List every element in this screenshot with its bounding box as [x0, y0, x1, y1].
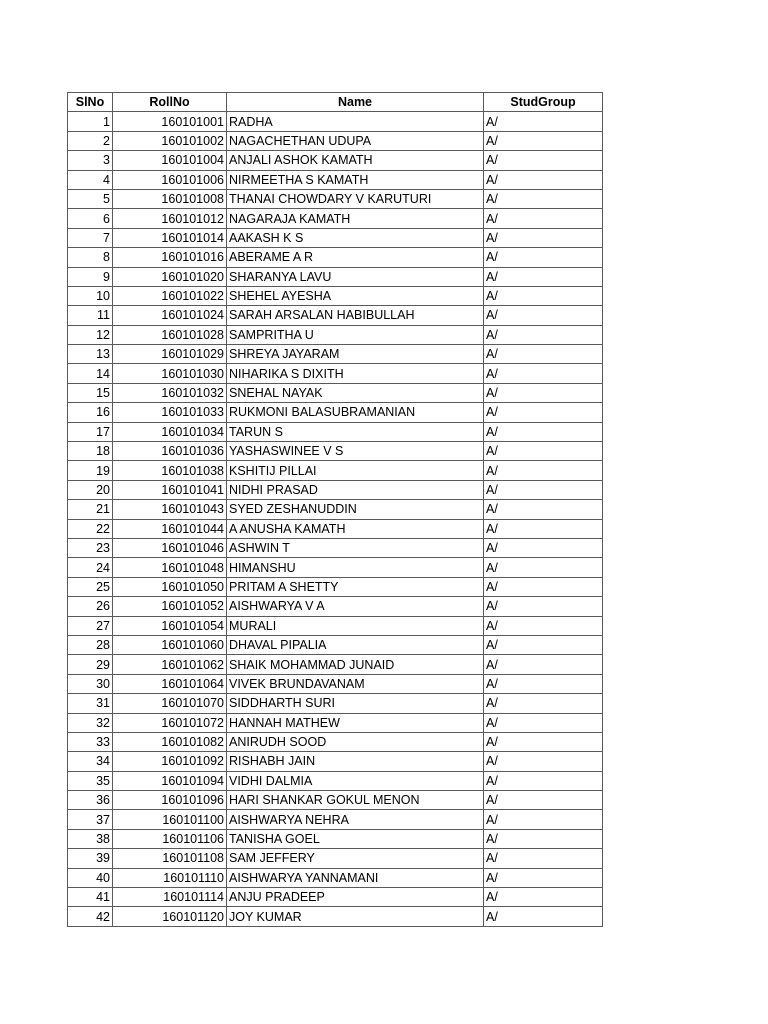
name-cell: TANISHA GOEL	[227, 829, 484, 848]
studgroup-cell: A/	[484, 228, 603, 247]
slno-cell: 1	[68, 112, 113, 131]
slno-cell: 8	[68, 248, 113, 267]
rollno-cell: 160101014	[113, 228, 227, 247]
table-row	[68, 771, 603, 790]
rollno-cell: 160101048	[113, 558, 227, 577]
name-cell: ABERAME A R	[227, 248, 484, 267]
studgroup-cell: A/	[484, 752, 603, 771]
rollno-cell: 160101001	[113, 112, 227, 131]
name-cell: HARI SHANKAR GOKUL MENON	[227, 791, 484, 810]
rollno-cell: 160101033	[113, 403, 227, 422]
slno-cell: 26	[68, 597, 113, 616]
rollno-cell: 160101016	[113, 248, 227, 267]
table-row	[68, 674, 603, 693]
rollno-cell: 160101072	[113, 713, 227, 732]
name-cell: DHAVAL PIPALIA	[227, 635, 484, 654]
name-cell: VIVEK BRUNDAVANAM	[227, 674, 484, 693]
table-row	[68, 829, 603, 848]
name-cell: SHARANYA LAVU	[227, 267, 484, 286]
slno-cell: 30	[68, 674, 113, 693]
slno-cell: 19	[68, 461, 113, 480]
rollno-cell: 160101082	[113, 732, 227, 751]
rollno-cell: 160101030	[113, 364, 227, 383]
rollno-cell: 160101022	[113, 286, 227, 305]
slno-cell: 13	[68, 345, 113, 364]
table-row	[68, 597, 603, 616]
rollno-cell: 160101050	[113, 577, 227, 596]
table-row	[68, 267, 603, 286]
table-row	[68, 325, 603, 344]
studgroup-cell: A/	[484, 519, 603, 538]
table-row	[68, 519, 603, 538]
studgroup-cell: A/	[484, 189, 603, 208]
table-row	[68, 228, 603, 247]
rollno-cell: 160101020	[113, 267, 227, 286]
slno-cell: 15	[68, 383, 113, 402]
name-cell: MURALI	[227, 616, 484, 635]
table-row	[68, 868, 603, 887]
studgroup-cell: A/	[484, 325, 603, 344]
name-cell: YASHASWINEE V S	[227, 442, 484, 461]
slno-cell: 18	[68, 442, 113, 461]
studgroup-cell: A/	[484, 907, 603, 926]
student-table	[67, 92, 603, 927]
rollno-cell: 160101106	[113, 829, 227, 848]
table-row	[68, 655, 603, 674]
slno-cell: 17	[68, 422, 113, 441]
name-cell: JOY KUMAR	[227, 907, 484, 926]
slno-cell: 41	[68, 888, 113, 907]
table-row	[68, 131, 603, 150]
name-cell: AISHWARYA V A	[227, 597, 484, 616]
studgroup-cell: A/	[484, 713, 603, 732]
table-row	[68, 538, 603, 557]
slno-cell: 35	[68, 771, 113, 790]
table-row	[68, 480, 603, 499]
name-cell: A ANUSHA KAMATH	[227, 519, 484, 538]
studgroup-cell: A/	[484, 635, 603, 654]
rollno-cell: 160101034	[113, 422, 227, 441]
name-cell: VIDHI DALMIA	[227, 771, 484, 790]
rollno-cell: 160101043	[113, 500, 227, 519]
name-cell: SAM JEFFERY	[227, 849, 484, 868]
name-cell: KSHITIJ PILLAI	[227, 461, 484, 480]
rollno-cell: 160101041	[113, 480, 227, 499]
studgroup-cell: A/	[484, 849, 603, 868]
name-cell: NIHARIKA S DIXITH	[227, 364, 484, 383]
slno-cell: 4	[68, 170, 113, 189]
table-row	[68, 616, 603, 635]
name-cell: HANNAH MATHEW	[227, 713, 484, 732]
slno-cell: 24	[68, 558, 113, 577]
slno-cell: 38	[68, 829, 113, 848]
rollno-cell: 160101006	[113, 170, 227, 189]
table-row	[68, 345, 603, 364]
slno-cell: 12	[68, 325, 113, 344]
table-row	[68, 907, 603, 926]
table-row	[68, 461, 603, 480]
slno-cell: 7	[68, 228, 113, 247]
table-row	[68, 849, 603, 868]
table-row	[68, 151, 603, 170]
name-cell: ASHWIN T	[227, 538, 484, 557]
rollno-cell: 160101004	[113, 151, 227, 170]
table-row	[68, 383, 603, 402]
slno-cell: 23	[68, 538, 113, 557]
slno-cell: 32	[68, 713, 113, 732]
slno-cell: 14	[68, 364, 113, 383]
header-slno: SlNo	[68, 93, 113, 112]
slno-cell: 39	[68, 849, 113, 868]
rollno-cell: 160101100	[113, 810, 227, 829]
header-row	[68, 93, 603, 112]
name-cell: NAGARAJA KAMATH	[227, 209, 484, 228]
slno-cell: 33	[68, 732, 113, 751]
rollno-cell: 160101108	[113, 849, 227, 868]
name-cell: SAMPRITHA U	[227, 325, 484, 344]
studgroup-cell: A/	[484, 868, 603, 887]
table-row	[68, 306, 603, 325]
studgroup-cell: A/	[484, 383, 603, 402]
slno-cell: 31	[68, 694, 113, 713]
rollno-cell: 160101028	[113, 325, 227, 344]
rollno-cell: 160101052	[113, 597, 227, 616]
table-row	[68, 888, 603, 907]
table-row	[68, 558, 603, 577]
studgroup-cell: A/	[484, 732, 603, 751]
table-row	[68, 752, 603, 771]
table-row	[68, 209, 603, 228]
studgroup-cell: A/	[484, 267, 603, 286]
table-row	[68, 635, 603, 654]
rollno-cell: 160101064	[113, 674, 227, 693]
name-cell: NAGACHETHAN UDUPA	[227, 131, 484, 150]
studgroup-cell: A/	[484, 577, 603, 596]
rollno-cell: 160101120	[113, 907, 227, 926]
header-studgroup: StudGroup	[484, 93, 603, 112]
name-cell: RUKMONI BALASUBRAMANIAN	[227, 403, 484, 422]
name-cell: NIRMEETHA S KAMATH	[227, 170, 484, 189]
studgroup-cell: A/	[484, 286, 603, 305]
slno-cell: 11	[68, 306, 113, 325]
name-cell: SHEHEL AYESHA	[227, 286, 484, 305]
studgroup-cell: A/	[484, 597, 603, 616]
studgroup-cell: A/	[484, 345, 603, 364]
slno-cell: 25	[68, 577, 113, 596]
table-row	[68, 112, 603, 131]
header-rollno: RollNo	[113, 93, 227, 112]
table-row	[68, 791, 603, 810]
slno-cell: 16	[68, 403, 113, 422]
name-cell: RISHABH JAIN	[227, 752, 484, 771]
rollno-cell: 160101060	[113, 635, 227, 654]
slno-cell: 2	[68, 131, 113, 150]
studgroup-cell: A/	[484, 209, 603, 228]
rollno-cell: 160101044	[113, 519, 227, 538]
slno-cell: 40	[68, 868, 113, 887]
studgroup-cell: A/	[484, 461, 603, 480]
table-row	[68, 189, 603, 208]
studgroup-cell: A/	[484, 422, 603, 441]
rollno-cell: 160101008	[113, 189, 227, 208]
studgroup-cell: A/	[484, 810, 603, 829]
rollno-cell: 160101032	[113, 383, 227, 402]
rollno-cell: 160101046	[113, 538, 227, 557]
rollno-cell: 160101029	[113, 345, 227, 364]
slno-cell: 3	[68, 151, 113, 170]
slno-cell: 37	[68, 810, 113, 829]
studgroup-cell: A/	[484, 674, 603, 693]
name-cell: THANAI CHOWDARY V KARUTURI	[227, 189, 484, 208]
studgroup-cell: A/	[484, 480, 603, 499]
slno-cell: 5	[68, 189, 113, 208]
name-cell: AISHWARYA NEHRA	[227, 810, 484, 829]
name-cell: HIMANSHU	[227, 558, 484, 577]
slno-cell: 10	[68, 286, 113, 305]
table-row	[68, 286, 603, 305]
name-cell: TARUN S	[227, 422, 484, 441]
table-row	[68, 694, 603, 713]
name-cell: AISHWARYA YANNAMANI	[227, 868, 484, 887]
slno-cell: 9	[68, 267, 113, 286]
name-cell: SHAIK MOHAMMAD JUNAID	[227, 655, 484, 674]
slno-cell: 42	[68, 907, 113, 926]
rollno-cell: 160101038	[113, 461, 227, 480]
rollno-cell: 160101024	[113, 306, 227, 325]
name-cell: SNEHAL NAYAK	[227, 383, 484, 402]
studgroup-cell: A/	[484, 248, 603, 267]
studgroup-cell: A/	[484, 694, 603, 713]
studgroup-cell: A/	[484, 829, 603, 848]
name-cell: RADHA	[227, 112, 484, 131]
name-cell: SYED ZESHANUDDIN	[227, 500, 484, 519]
table-row	[68, 364, 603, 383]
rollno-cell: 160101110	[113, 868, 227, 887]
name-cell: ANJU PRADEEP	[227, 888, 484, 907]
name-cell: ANIRUDH SOOD	[227, 732, 484, 751]
slno-cell: 6	[68, 209, 113, 228]
rollno-cell: 160101070	[113, 694, 227, 713]
studgroup-cell: A/	[484, 616, 603, 635]
studgroup-cell: A/	[484, 112, 603, 131]
name-cell: SARAH ARSALAN HABIBULLAH	[227, 306, 484, 325]
slno-cell: 20	[68, 480, 113, 499]
studgroup-cell: A/	[484, 558, 603, 577]
name-cell: ANJALI ASHOK KAMATH	[227, 151, 484, 170]
table-body	[68, 112, 603, 926]
studgroup-cell: A/	[484, 500, 603, 519]
slno-cell: 29	[68, 655, 113, 674]
studgroup-cell: A/	[484, 442, 603, 461]
studgroup-cell: A/	[484, 131, 603, 150]
rollno-cell: 160101002	[113, 131, 227, 150]
slno-cell: 27	[68, 616, 113, 635]
name-cell: NIDHI PRASAD	[227, 480, 484, 499]
slno-cell: 36	[68, 791, 113, 810]
rollno-cell: 160101114	[113, 888, 227, 907]
table-row	[68, 810, 603, 829]
rollno-cell: 160101096	[113, 791, 227, 810]
table-row	[68, 422, 603, 441]
rollno-cell: 160101062	[113, 655, 227, 674]
slno-cell: 34	[68, 752, 113, 771]
studgroup-cell: A/	[484, 655, 603, 674]
table-row	[68, 170, 603, 189]
name-cell: PRITAM A SHETTY	[227, 577, 484, 596]
studgroup-cell: A/	[484, 306, 603, 325]
table-row	[68, 732, 603, 751]
rollno-cell: 160101012	[113, 209, 227, 228]
studgroup-cell: A/	[484, 771, 603, 790]
rollno-cell: 160101036	[113, 442, 227, 461]
studgroup-cell: A/	[484, 151, 603, 170]
studgroup-cell: A/	[484, 791, 603, 810]
studgroup-cell: A/	[484, 403, 603, 422]
table-row	[68, 713, 603, 732]
rollno-cell: 160101054	[113, 616, 227, 635]
slno-cell: 22	[68, 519, 113, 538]
name-cell: AAKASH K S	[227, 228, 484, 247]
table-row	[68, 442, 603, 461]
slno-cell: 21	[68, 500, 113, 519]
studgroup-cell: A/	[484, 538, 603, 557]
name-cell: SIDDHARTH SURI	[227, 694, 484, 713]
table-row	[68, 248, 603, 267]
rollno-cell: 160101094	[113, 771, 227, 790]
rollno-cell: 160101092	[113, 752, 227, 771]
header-name: Name	[227, 93, 484, 112]
slno-cell: 28	[68, 635, 113, 654]
studgroup-cell: A/	[484, 364, 603, 383]
studgroup-cell: A/	[484, 888, 603, 907]
name-cell: SHREYA JAYARAM	[227, 345, 484, 364]
table-row	[68, 500, 603, 519]
table-row	[68, 403, 603, 422]
studgroup-cell: A/	[484, 170, 603, 189]
table-row	[68, 577, 603, 596]
